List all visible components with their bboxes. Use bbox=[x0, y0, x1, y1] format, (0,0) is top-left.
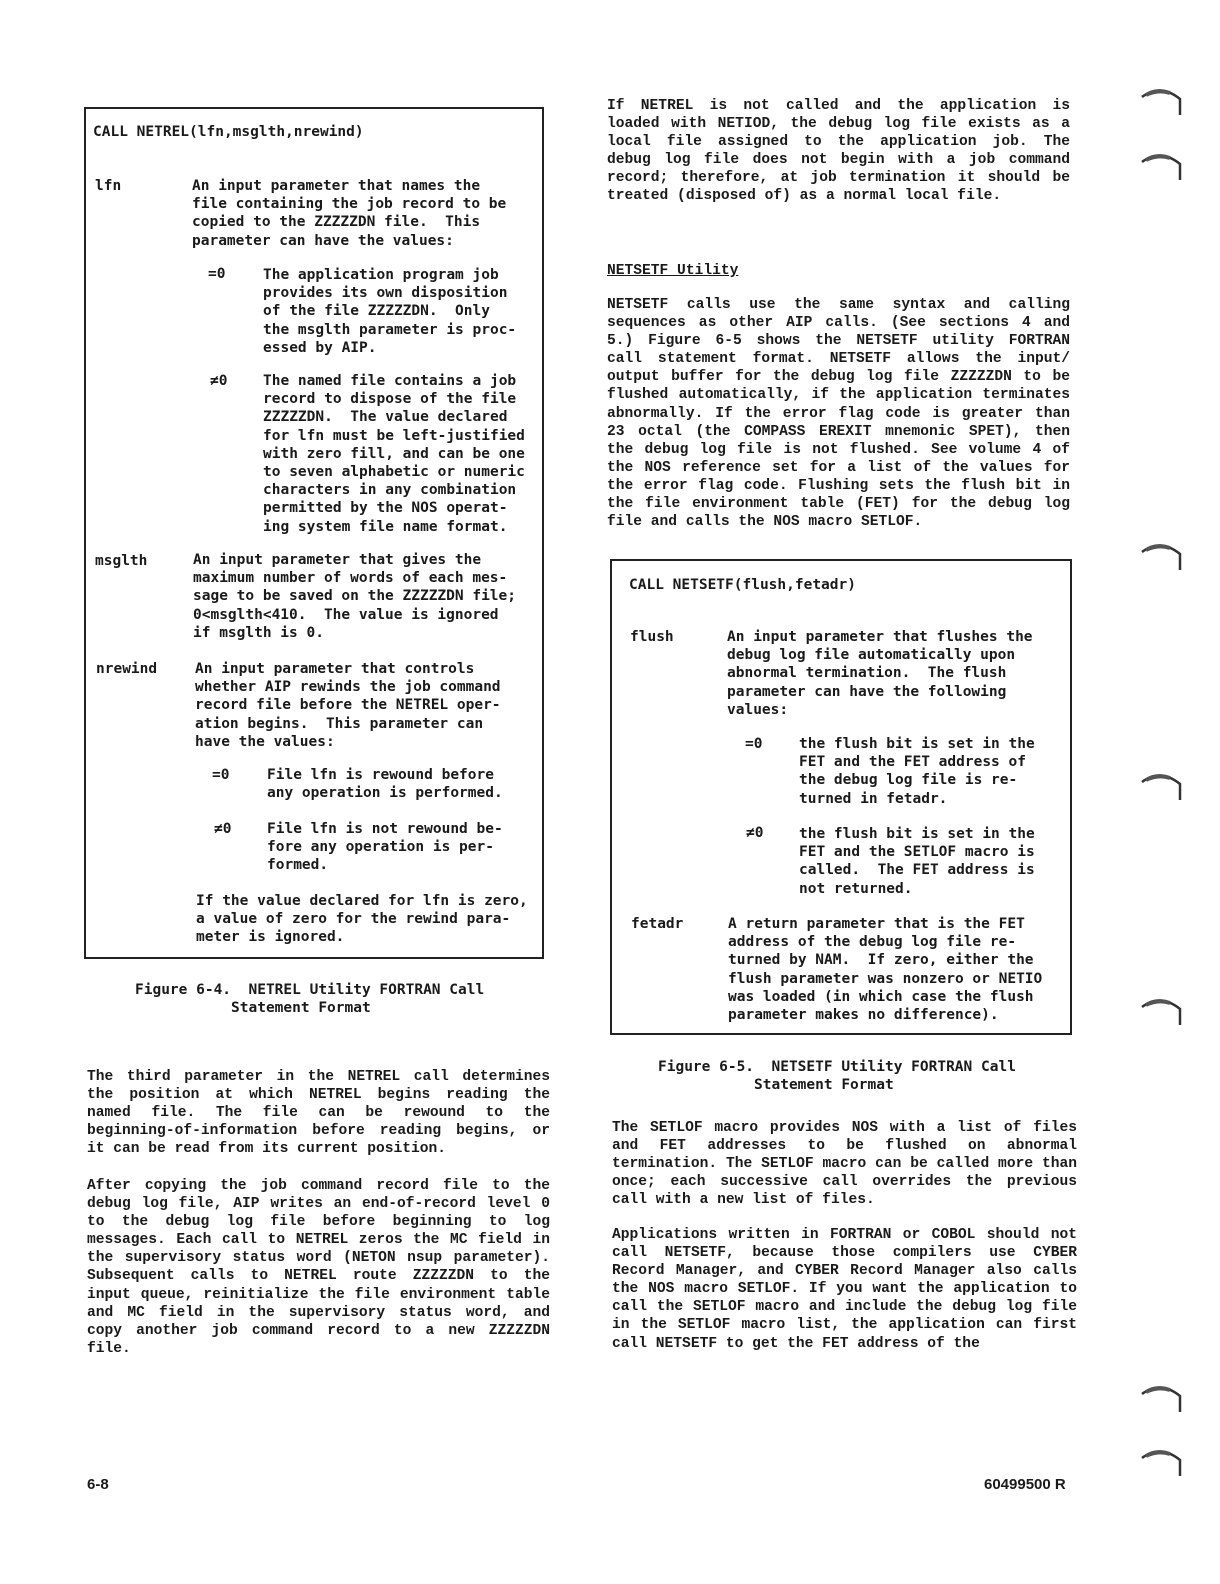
nrewind-note: If the value declared for lfn is zero, a value of zero for the rewind para- meter is ignored. bbox=[196, 893, 528, 946]
left-paragraph-1: The third parameter in the NETREL call determines the position at which NETREL begins reading the named file. The file can be rewound to the beginning-of-information before reading begins, or it can be read from its current position. bbox=[87, 1069, 550, 1158]
nrewind-value-zero-desc: File lfn is rewound before any operation is performed. bbox=[267, 767, 503, 802]
flush-value-nonzero: ≠0 bbox=[746, 825, 764, 841]
margin-hole-mark bbox=[1140, 85, 1184, 119]
netsetf-call-statement: CALL NETSETF(flush,fetadr) bbox=[629, 577, 856, 593]
nrewind-value-zero: =0 bbox=[212, 767, 230, 783]
margin-hole-mark bbox=[1140, 770, 1184, 804]
nrewind-value-nonzero-desc: File lfn is not rewound be- fore any operation is per- formed. bbox=[267, 821, 503, 874]
margin-hole-mark bbox=[1140, 1446, 1184, 1480]
margin-hole-mark bbox=[1140, 540, 1184, 574]
netrel-call-statement: CALL NETREL(lfn,msglth,nrewind) bbox=[93, 124, 364, 140]
flush-value-zero-desc: the flush bit is set in the FET and the FET address of the debug log file is re- turned in fetadr. bbox=[799, 736, 1035, 807]
param-flush-desc: An input parameter that flushes the debug log file automatically upon abnormal termination. The flush parameter can have the following values: bbox=[727, 629, 1033, 718]
flush-value-zero: =0 bbox=[745, 736, 763, 752]
lfn-value-nonzero-desc: The named file contains a job record to dispose of the file ZZZZZDN. The value declared for lfn must be left-justified with zero fill, and can be one to seven alphabetic or numeric characters in any combination permitted by the NOS operat- ing system file name format. bbox=[263, 373, 525, 535]
param-fetadr: fetadr bbox=[631, 916, 684, 932]
param-nrewind: nrewind bbox=[96, 661, 158, 677]
document-number: 60499500 R bbox=[984, 1476, 1066, 1493]
lfn-value-nonzero: ≠0 bbox=[210, 373, 228, 389]
right-paragraph-2: Applications written in FORTRAN or COBOL should not call NETSETF, because those compilers use CYBER Record Manager, and CYBER Record Manager also calls the NOS macro SETLOF. If you want the application to call the SETLOF macro and include the debug log file in the SETLOF macro list, the application can first call NETSETF to get the FET address of the bbox=[612, 1227, 1077, 1352]
param-fetadr-desc: A return parameter that is the FET address of the debug log file re- turned by NAM. If zero, either the flush parameter was nonzero or NETIO was loaded (in which case the flush parameter makes no difference). bbox=[728, 916, 1043, 1024]
netsetf-heading: NETSETF Utility bbox=[607, 263, 739, 279]
param-msglth: msglth bbox=[95, 553, 148, 569]
figure-6-5-caption: Figure 6-5. NETSETF Utility FORTRAN Call Statement Format bbox=[658, 1059, 1016, 1093]
figure-6-4-caption: Figure 6-4. NETREL Utility FORTRAN Call Statement Format bbox=[135, 982, 485, 1016]
param-flush: flush bbox=[630, 629, 674, 645]
left-paragraph-2: After copying the job command record file to the debug log file, AIP writes an end-of-record level 0 to the debug log file before beginning to log messages. Each call to NETREL zeros the MC field in the supervisory status word (NETON nsup parameter). Subsequent calls to NETREL route ZZZZZDN to the input queue, reinitialize the file environment table and MC field in the supervisory status word, and copy another job command record to a new ZZZZZDN file. bbox=[87, 1178, 550, 1357]
netsetf-paragraph: NETSETF calls use the same syntax and calling sequences as other AIP calls. (See sections 4 and 5.) Figure 6-5 shows the NETSETF utility FORTRAN call statement format. NETSETF allows the input/ output buffer for the debug log file ZZZZZDN to be flushed automatically, if the application terminates abnormally. If the error flag code is greater than 23 octal (the COMPASS EREXIT mnemonic SPET), then the debug log file is not flushed. See volume 4 of the NOS reference set for a list of the values for the error flag code. Flushing sets the flush bit in the file environment table (FET) for the debug log file and calls the NOS macro SETLOF. bbox=[607, 297, 1070, 531]
nrewind-value-nonzero: ≠0 bbox=[214, 821, 232, 837]
lfn-value-zero: =0 bbox=[208, 266, 226, 282]
right-top-paragraph: If NETREL is not called and the application is loaded with NETIOD, the debug log file exists as a local file assigned to the application job. The debug log file does not begin with a job command record; therefore, at job termination it should be treated (disposed of) as a normal local file. bbox=[607, 98, 1070, 205]
right-paragraph-1: The SETLOF macro provides NOS with a list of files and FET addresses to be flushed on abnormal termination. The SETLOF macro can be called more than once; each successive call overrides the previous call with a new list of files. bbox=[612, 1120, 1077, 1209]
margin-hole-mark bbox=[1140, 1382, 1184, 1416]
page-number: 6-8 bbox=[87, 1476, 109, 1493]
param-nrewind-desc: An input parameter that controls whether AIP rewinds the job command record file before the NETREL oper- ation begins. This parameter can have the values: bbox=[195, 661, 501, 750]
lfn-value-zero-desc: The application program job provides its own disposition of the file ZZZZZDN. Only the msglth parameter is proc- essed by AIP. bbox=[263, 267, 517, 356]
param-lfn: lfn bbox=[95, 178, 122, 194]
param-lfn-desc: An input parameter that names the file containing the job record to be copied to the ZZZZZDN file. This parameter can have the values: bbox=[192, 178, 507, 249]
margin-hole-mark bbox=[1140, 995, 1184, 1029]
flush-value-nonzero-desc: the flush bit is set in the FET and the SETLOF macro is called. The FET address is not returned. bbox=[799, 826, 1035, 897]
margin-hole-mark bbox=[1140, 150, 1184, 184]
param-msglth-desc: An input parameter that gives the maximum number of words of each mes- sage to be saved on the ZZZZZDN file; 0<msglth<410. The value is ignored if msglth is 0. bbox=[193, 552, 517, 641]
